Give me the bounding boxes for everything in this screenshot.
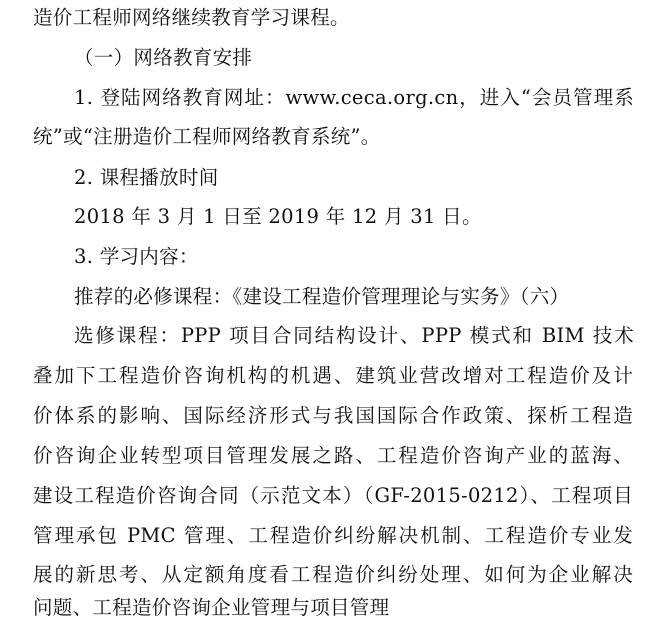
elective-course-line-3: 价体系的影响、国际经济形式与我国国际合作政策、探析工程造 [33, 404, 633, 427]
elective-course-line-7: 展的新思考、从定额角度看工程造价纠纷处理、如何为企业解决 [33, 563, 633, 586]
required-course-line: 推荐的必修课程：《建设工程造价管理理论与实务》（六） [74, 285, 570, 308]
course-schedule-dates: 2018 年 3 月 1 日至 2019 年 12 月 31 日。 [74, 205, 482, 228]
section-heading-network-education: （一）网络教育安排 [74, 46, 253, 69]
elective-course-line-5: 建设工程造价咨询合同（示范文本）（GF-2015-0212）、工程项目 [33, 484, 633, 507]
list-item-1-line-1: 1. 登陆网络教育网址：www.ceca.org.cn，进入“会员管理系 [74, 86, 634, 109]
list-item-2-heading: 2. 课程播放时间 [74, 166, 219, 189]
list-item-3-heading: 3. 学习内容： [74, 245, 199, 268]
elective-course-line-2: 叠加下工程造价咨询机构的机遇、建筑业营改增对工程造价及计 [33, 364, 633, 387]
text-line-intro: 造价工程师网络继续教育学习课程。 [33, 6, 350, 29]
elective-course-line-1: 选修课程：PPP 项目合同结构设计、PPP 模式和 BIM 技术 [74, 324, 634, 347]
elective-course-line-8-partial: 问题、工程造价咨询企业管理与项目管理 [33, 596, 390, 619]
elective-course-line-6: 管理承包 PMC 管理、工程造价纠纷解决机制、工程造价专业发 [33, 524, 633, 547]
list-item-1-line-2: 统”或“注册造价工程师网络教育系统”。 [33, 125, 381, 148]
elective-course-line-4: 价咨询企业转型项目管理发展之路、工程造价咨询产业的蓝海、 [33, 444, 633, 467]
